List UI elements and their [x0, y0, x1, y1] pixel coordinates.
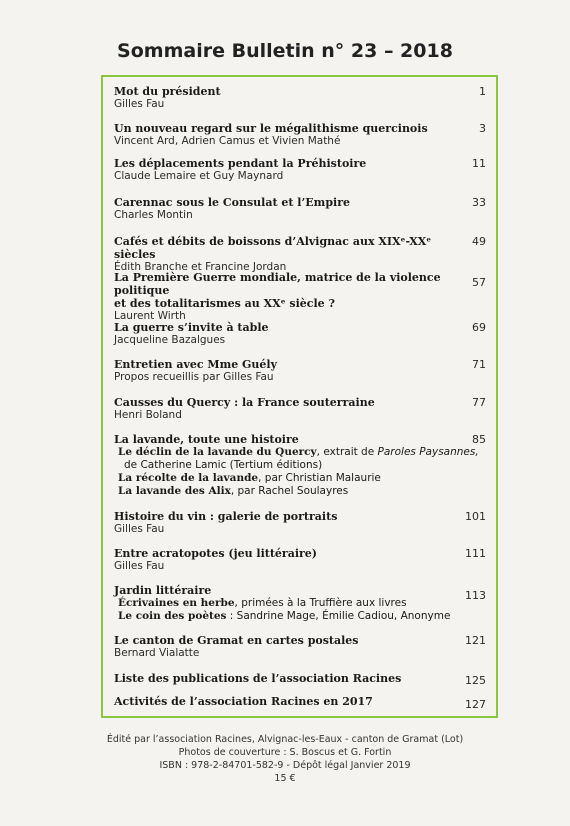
- entry-page-number: 127: [465, 698, 486, 711]
- sub-entry: [114, 485, 486, 498]
- entry-author: Jacqueline Bazalgues: [114, 334, 226, 346]
- toc-entry-8: [114, 358, 486, 384]
- sub-entry-text: : Sandrine Mage, Émilie Cadiou, Anonyme: [226, 610, 451, 622]
- cover-photos-credit: Photos de couverture : S. Boscus et G. Fortin: [178, 747, 392, 758]
- isbn-line: ISBN : 978-2-84701-582-9 - Dépôt légal Janvier 2019: [159, 760, 411, 771]
- sub-entry: [114, 472, 486, 485]
- sub-entry-title: Écrivaines en herbe: [118, 597, 235, 609]
- entry-author: Gilles Fau: [114, 560, 165, 572]
- entry-author: Propos recueillis par Gilles Fau: [114, 371, 274, 383]
- entry-page-number: 49: [472, 235, 486, 248]
- sub-entry-title: Le coin des poètes: [118, 610, 227, 622]
- sub-entry-text: , par Rachel Soulayres: [230, 485, 349, 497]
- entry-title: Histoire du vin : galerie de portraits: [114, 510, 338, 523]
- price: 15 €: [274, 773, 296, 784]
- sub-entry: [114, 597, 486, 610]
- toc-entry-3: [114, 157, 486, 183]
- sub-entry-text: , par Christian Malaurie: [258, 472, 381, 484]
- toc-entry-2: [114, 122, 486, 148]
- sub-entry-title: La lavande des Alix: [118, 485, 231, 497]
- entry-title: Causses du Quercy : la France souterraine: [114, 396, 375, 409]
- entry-page-number: 121: [465, 634, 486, 647]
- entry-author: Édith Branche et Francine Jordan: [114, 261, 287, 273]
- entry-page-number: 111: [465, 547, 486, 560]
- entry-title: Mot du président: [114, 85, 221, 98]
- toc-entry-16: [114, 695, 486, 711]
- colophon: [0, 733, 570, 785]
- toc-entry-14: [114, 634, 486, 660]
- sub-entry-continuation: [114, 459, 486, 472]
- toc-entry-13: [114, 584, 486, 623]
- entry-author: Laurent Wirth: [114, 310, 186, 322]
- toc-entry-12: [114, 547, 486, 573]
- entry-title: Le canton de Gramat en cartes postales: [114, 634, 359, 647]
- entry-page-number: 113: [465, 589, 486, 602]
- entry-title: Cafés et débits de boissons d’Alvignac aux XIXᵉ-XXᵉ siècles: [114, 235, 432, 261]
- entry-author: Henri Boland: [114, 409, 182, 421]
- entry-title-line: La Première Guerre mondiale, matrice de la violence politique: [114, 271, 441, 297]
- entry-title: La guerre s’invite à table: [114, 321, 269, 334]
- toc-entry-11: [114, 510, 486, 536]
- entry-author: Bernard Vialatte: [114, 647, 200, 659]
- entry-author: Claude Lemaire et Guy Maynard: [114, 170, 284, 182]
- publisher-line: Édité par l’association Racines, Alvignac-les-Eaux - canton de Gramat (Lot): [106, 734, 464, 745]
- toc-entry-15: [114, 672, 486, 685]
- entry-page-number: 11: [472, 157, 486, 170]
- entry-title: Les déplacements pendant la Préhistoire: [114, 157, 367, 170]
- sub-entry-text: , extrait de: [316, 446, 378, 458]
- entry-page-number: 77: [472, 396, 486, 409]
- toc-entry-6: [114, 271, 486, 323]
- sub-entry-italic: Paroles Paysannes,: [377, 446, 479, 458]
- entry-page-number: 101: [465, 510, 486, 523]
- entry-title-line: et des totalitarismes au XXᵉ siècle ?: [114, 297, 335, 310]
- entry-title: Entre acratopotes (jeu littéraire): [114, 547, 318, 560]
- entry-title: Entretien avec Mme Guély: [114, 358, 277, 371]
- entry-page-number: 71: [472, 358, 486, 371]
- toc-entry-4: [114, 196, 486, 222]
- sub-entry-title: La récolte de la lavande: [118, 472, 259, 484]
- entry-page-number: 1: [479, 85, 486, 98]
- toc-entry-7: [114, 321, 486, 347]
- sub-entry-text: , primées à la Truffière aux livres: [234, 597, 407, 609]
- entry-page-number: 3: [479, 122, 486, 135]
- toc-entry-10: [114, 433, 486, 498]
- entry-author: Gilles Fau: [114, 98, 165, 110]
- entry-author: Vincent Ard, Adrien Camus et Vivien Mathé: [114, 135, 341, 147]
- sub-entry-title: Le déclin de la lavande du Quercy: [118, 446, 317, 458]
- entry-page-number: 69: [472, 321, 486, 334]
- entry-title: Jardin littéraire: [114, 584, 212, 597]
- entry-author: Charles Montin: [114, 209, 193, 221]
- entry-title: Carennac sous le Consulat et l’Empire: [114, 196, 350, 209]
- entry-page-number: 125: [465, 674, 486, 687]
- entry-title: Un nouveau regard sur le mégalithisme quercinois: [114, 122, 428, 135]
- page-title: Sommaire Bulletin n° 23 – 2018: [117, 40, 453, 62]
- sub-entry-text: de Catherine Lamic (Tertium éditions): [124, 459, 323, 471]
- sub-entry: [114, 446, 486, 459]
- toc-entry-5: [114, 235, 486, 274]
- entry-page-number: 33: [472, 196, 486, 209]
- toc-entry-9: [114, 396, 486, 422]
- entry-title: Liste des publications de l’association Racines: [114, 672, 402, 685]
- table-of-contents: [101, 75, 498, 718]
- sub-entry: [114, 610, 486, 623]
- entry-page-number: 85: [472, 433, 486, 446]
- entry-page-number: 57: [472, 276, 486, 289]
- entry-title: La lavande, toute une histoire: [114, 433, 299, 446]
- entry-author: Gilles Fau: [114, 523, 165, 535]
- toc-entry-1: [114, 85, 486, 111]
- entry-title: Activités de l’association Racines en 2017: [114, 695, 373, 708]
